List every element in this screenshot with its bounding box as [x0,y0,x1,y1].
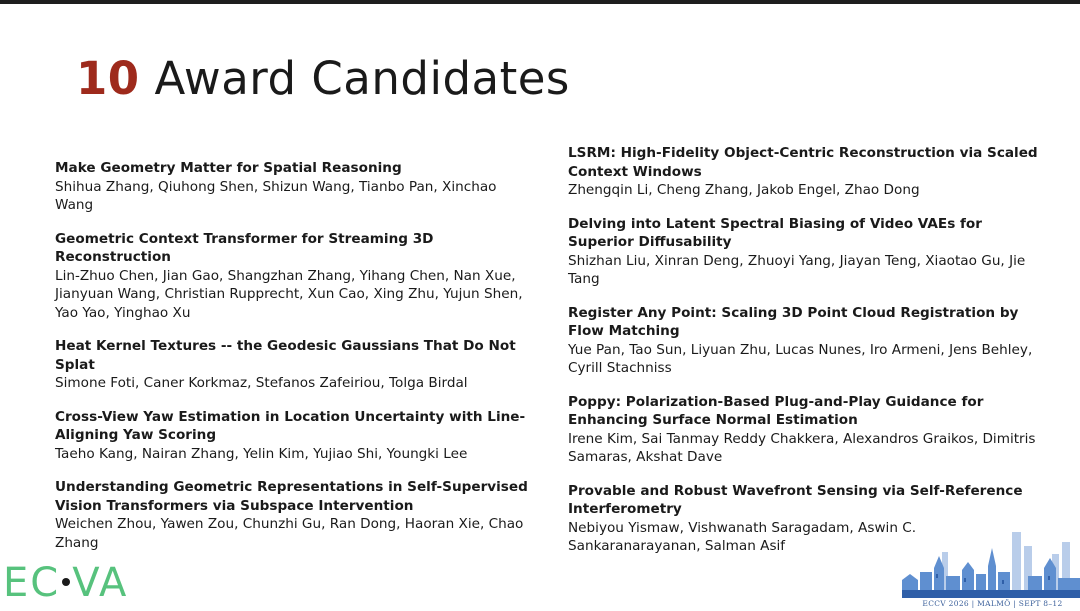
paper-authors: Nebiyou Yismaw, Vishwanath Saragadam, Aswin C. Sankaranarayanan, Salman Asif [568,519,917,554]
left-paper-column [55,159,535,567]
paper-entry [55,159,535,215]
paper-authors: Shizhan Liu, Xinran Deng, Zhuoyi Yang, Jiayan Teng, Xiaotao Gu, Jie Tang [568,252,1026,287]
conference-footer: ECCV 2026 | MALMÖ | SEPT 8–12 [922,599,1063,608]
paper-title: Heat Kernel Textures -- the Geodesic Gaussians That Do Not Splat [55,338,516,373]
paper-title: Register Any Point: Scaling 3D Point Cloud Registration by Flow Matching [568,304,1019,339]
paper-authors: Weichen Zhou, Yawen Zou, Chunzhi Gu, Ran Dong, Haoran Xie, Chao Zhang [55,516,524,551]
paper-title: Make Geometry Matter for Spatial Reasoning [55,160,402,176]
paper-authors: Lin-Zhuo Chen, Jian Gao, Shangzhan Zhang, Yihang Chen, Nan Xue, Jianyuan Wang, Christian Rupprecht, Xun Cao, Xing Zhu, Yujun Shen, Yao Yao, Yinghao Xu [55,267,523,321]
title-number: 10 [76,52,140,105]
paper-title: Provable and Robust Wavefront Sensing via Self-Reference Interferometry [568,482,1023,517]
paper-authors: Simone Foti, Caner Korkmaz, Stefanos Zafeiriou, Tolga Birdal [55,375,468,391]
title-text: Award Candidates [154,52,570,105]
paper-title: Poppy: Polarization-Based Plug-and-Play Guidance for Enhancing Surface Normal Estimation [568,393,984,428]
paper-entry [55,478,535,552]
paper-entry [568,393,1038,467]
paper-authors: Yue Pan, Tao Sun, Liyuan Zhu, Lucas Nunes, Iro Armeni, Jens Behley, Cyrill Stachniss [568,341,1033,376]
paper-authors: Zhengqin Li, Cheng Zhang, Jakob Engel, Zhao Dong [568,182,920,198]
paper-title: LSRM: High-Fidelity Object-Centric Reconstruction via Scaled Context Windows [568,145,1038,180]
paper-title: Geometric Context Transformer for Streaming 3D Reconstruction [55,230,434,265]
right-paper-column [568,144,1038,571]
paper-authors: Irene Kim, Sai Tanmay Reddy Chakkera, Alexandros Graikos, Dimitris Samaras, Akshat Dave [568,430,1036,465]
ecva-logo [3,561,128,605]
paper-title: Delving into Latent Spectral Biasing of Video VAEs for Superior Diffusability [568,215,982,250]
paper-authors: Shihua Zhang, Qiuhong Shen, Shizun Wang, Tianbo Pan, Xinchao Wang [55,178,497,213]
paper-entry [55,337,535,393]
paper-entry [568,215,1038,289]
city-skyline-icon [902,528,1080,598]
paper-entry [568,304,1038,378]
paper-entry [55,408,535,464]
slide-title [76,52,570,105]
paper-title: Cross-View Yaw Estimation in Location Uncertainty with Line-Aligning Yaw Scoring [55,408,526,443]
logo-text-right: VA [72,560,129,606]
paper-title: Understanding Geometric Representations in Self-Supervised Vision Transformers via Subspace Intervention [55,479,528,514]
paper-authors: Taeho Kang, Nairan Zhang, Yelin Kim, Yujiao Shi, Youngki Lee [55,445,468,462]
paper-entry [55,230,535,323]
paper-entry [568,144,1038,200]
logo-text-left: EC [3,560,61,606]
logo-dot-icon [62,578,70,586]
top-border-bar [0,0,1080,4]
